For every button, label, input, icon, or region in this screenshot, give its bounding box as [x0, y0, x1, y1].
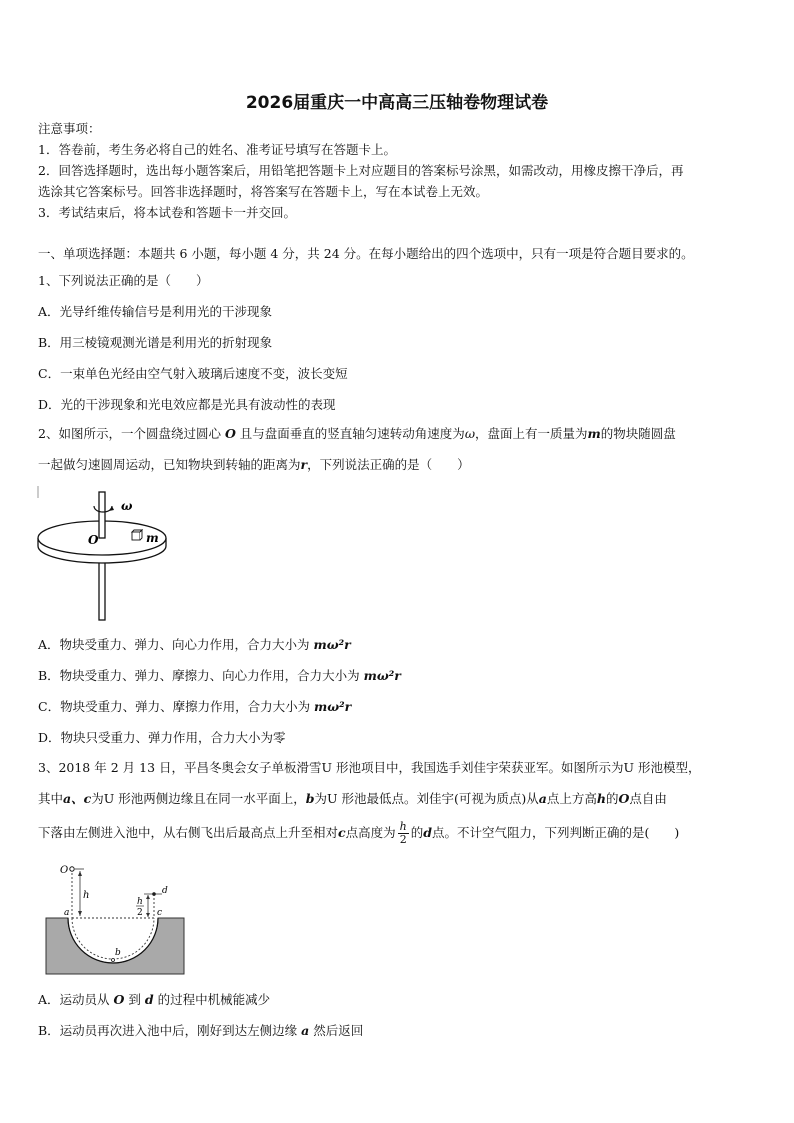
q1-stem: 1、下列说法正确的是（ ）	[38, 273, 209, 288]
half-h-denominator: 2	[137, 908, 143, 918]
q3-stem-text: 的	[605, 791, 619, 806]
q2-option-a-formula: mω²r	[313, 637, 351, 652]
center-o-label: O	[88, 533, 99, 547]
axle-upper	[99, 492, 105, 538]
notice-item-3: 3．考试结束后，将本试卷和答题卡一并交回。	[38, 205, 296, 220]
q3-var-d: d	[423, 825, 433, 840]
q2-var-m: m	[587, 426, 601, 441]
q2-option-b-formula: mω²r	[363, 668, 401, 683]
q3-stem-line-1: 3、2018 年 2 月 13 日，平昌冬奥会女子单板滑雪U 形池项目中，我国选手刘佳宇荣获亚军。如图所示为U 形池模型，	[38, 760, 701, 775]
page-title: 2026届重庆一中高高三压轴卷物理试卷	[245, 93, 549, 113]
q3-option-a-text: 的过程中机械能减少	[153, 992, 271, 1007]
q3-option-a-text: A．运动员从	[38, 992, 114, 1007]
section-heading: 一、单项选择题：本题共 6 小题，每小题 4 分，共 24 分。在每小题给出的四个选项中，只有一项是符合题目要求的。	[38, 246, 694, 261]
fraction-h-over-2	[398, 821, 409, 846]
q3-stem-text: 为U 形池两侧边缘且在同一水平面上，	[91, 791, 306, 806]
q3-var-o: O	[618, 791, 630, 806]
axle-lower	[99, 562, 105, 620]
q3-stem-line-2	[38, 791, 667, 807]
q3-stem-text: 点自由	[629, 791, 667, 806]
q3-var-c: c	[338, 825, 346, 840]
q2-option-b	[38, 666, 401, 684]
q1-option-d: D．光的干涉现象和光电效应都是光具有波动性的表现	[38, 397, 336, 412]
notice-item-1: 1．答卷前，考生务必将自己的姓名、准考证号填写在答题卡上。	[38, 142, 396, 157]
point-c-label: c	[157, 908, 163, 918]
q2-option-c-formula: mω²r	[314, 699, 352, 714]
q2-stem-text: 且与盘面垂直的竖直轴匀速转动角速度为	[235, 426, 465, 441]
q3-stem-text: 的	[410, 825, 424, 840]
q2-stem-text: 2、如图所示，一个圆盘绕过圆心	[38, 426, 225, 441]
q2-option-c-text: C．物块受重力、弹力、摩擦力作用，合力大小为	[38, 699, 315, 714]
q3-option-b-text: 然后返回	[309, 1023, 364, 1038]
q1-option-c: C．一束单色光经由空气射入玻璃后速度不变，波长变短	[38, 366, 348, 381]
u-pipe-figure	[40, 856, 190, 978]
q3-stem-text: 为U 形池最低点。刘佳宇(可视为质点)从	[314, 791, 539, 806]
q3-option-a-text: 到	[124, 992, 145, 1007]
q3-var-h: h	[596, 791, 606, 806]
q2-stem-text: ，盘面上有一质量为	[475, 426, 588, 441]
q3-stem-text: 点。不计空气阻力，下列判断正确的是( )	[432, 825, 680, 840]
q3-stem-text: 其中	[38, 791, 64, 806]
u-pipe-ground	[46, 918, 184, 974]
q1-option-a: A．光导纤维传输信号是利用光的干涉现象	[38, 304, 273, 319]
point-o-marker	[70, 867, 74, 871]
q3-stem-text: 下落由左侧进入池中，从右侧飞出后最高点上升至相对	[38, 825, 339, 840]
point-b-marker	[112, 959, 115, 962]
point-a-label: a	[64, 908, 70, 918]
q2-option-b-text: B．物块受重力、弹力、摩擦力、向心力作用，合力大小为	[38, 668, 364, 683]
q2-stem-text: 的物块随圆盘	[600, 426, 676, 441]
q3-option-a-var-o: O	[113, 992, 125, 1007]
q2-stem-line-1	[38, 426, 676, 442]
q3-option-b-text: B．运动员再次进入池中后，刚好到达左侧边缘	[38, 1023, 302, 1038]
notice-heading: 注意事项：	[38, 121, 101, 136]
fraction-numerator: h	[399, 820, 407, 833]
q2-option-c	[38, 697, 351, 715]
q2-stem-line-2	[38, 457, 470, 473]
point-o-label: O	[60, 865, 69, 876]
q1-option-b: B．用三棱镜观测光谱是利用光的折射现象	[38, 335, 273, 350]
point-b-label: b	[115, 948, 121, 958]
q2-stem-text: 一起做匀速圆周运动，已知物块到转轴的距离为	[38, 457, 301, 472]
q3-var-a: a	[538, 791, 547, 806]
rotating-disk-figure	[36, 484, 176, 624]
notice-item-2-line-2: 选涂其它答案标号。回答非选择题时，将答案写在答题卡上，写在本试卷上无效。	[38, 184, 489, 199]
q3-option-b-var-a: a	[301, 1023, 310, 1038]
point-d-label: d	[162, 886, 168, 896]
q3-var-b: b	[305, 791, 315, 806]
q2-var-omega: ω	[464, 426, 476, 441]
q3-var-ac: a、c	[63, 791, 92, 806]
q3-option-a	[38, 990, 270, 1008]
fraction-denominator: 2	[399, 833, 407, 846]
q2-option-a-text: A．物块受重力、弹力、向心力作用，合力大小为	[38, 637, 314, 652]
mass-m-label: m	[146, 531, 159, 545]
q2-option-a	[38, 635, 351, 653]
notice-item-2-line-1: 2．回答选择题时，选出每小题答案后，用铅笔把答题卡上对应题目的答案标号涂黑，如需改动，用橡皮擦干净后，再	[38, 163, 684, 178]
block-side	[140, 530, 142, 540]
q3-stem-text: 点高度为	[345, 825, 396, 840]
omega-label: ω	[121, 499, 133, 513]
q3-stem-text: 点上方高	[546, 791, 597, 806]
q3-option-b	[38, 1021, 363, 1039]
half-h-numerator: h	[137, 897, 143, 907]
q2-stem-text: ，下列说法正确的是（ ）	[307, 457, 470, 472]
q2-option-d: D．物块只受重力、弹力作用，合力大小为零	[38, 730, 286, 745]
q3-stem-line-3	[38, 818, 679, 848]
q2-var-o: O	[224, 426, 236, 441]
height-h-label: h	[83, 890, 90, 901]
q3-option-a-var-d: d	[144, 992, 154, 1007]
q2-var-r: r	[300, 457, 308, 472]
block-icon	[132, 532, 140, 540]
